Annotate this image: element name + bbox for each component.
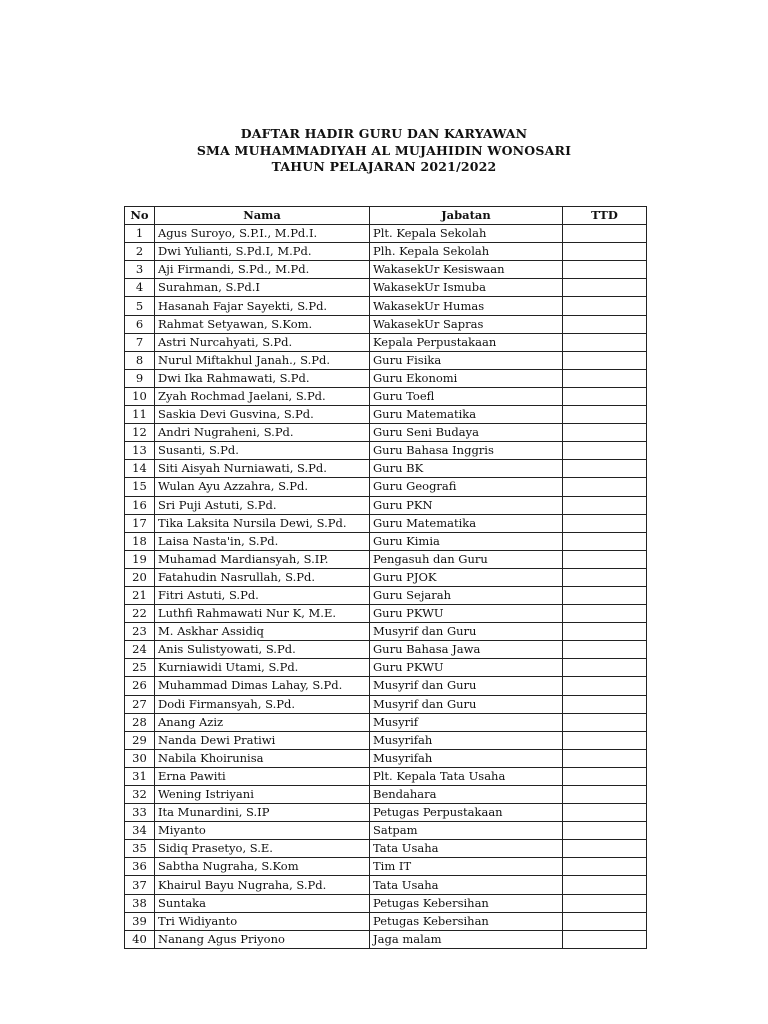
signature-cell[interactable] (563, 496, 647, 514)
signature-cell[interactable] (563, 406, 647, 424)
signature-cell[interactable] (563, 930, 647, 948)
row-position: Guru Seni Budaya (370, 424, 563, 442)
row-name: Kurniawidi Utami, S.Pd. (155, 659, 370, 677)
table-row (125, 369, 647, 387)
row-position: Kepala Perpustakaan (370, 333, 563, 351)
academic-year: TAHUN PELAJARAN 2021/2022 (271, 159, 497, 174)
signature-cell[interactable] (563, 550, 647, 568)
table-row (125, 731, 647, 749)
table-row (125, 243, 647, 261)
signature-cell[interactable] (563, 858, 647, 876)
row-position: Tim IT (370, 858, 563, 876)
row-name: Laisa Nasta'in, S.Pd. (155, 532, 370, 550)
row-position: WakasekUr Ismuba (370, 279, 563, 297)
table-row (125, 912, 647, 930)
row-number: 10 (125, 387, 155, 405)
row-position: Guru Kimia (370, 532, 563, 550)
signature-cell[interactable] (563, 695, 647, 713)
signature-cell[interactable] (563, 387, 647, 405)
table-row (125, 858, 647, 876)
table-row (125, 804, 647, 822)
row-number: 19 (125, 550, 155, 568)
row-number: 7 (125, 333, 155, 351)
row-name: Luthfi Rahmawati Nur K, M.E. (155, 605, 370, 623)
row-position: Musyrif (370, 713, 563, 731)
row-name: Anang Aziz (155, 713, 370, 731)
row-number: 36 (125, 858, 155, 876)
row-number: 34 (125, 822, 155, 840)
table-row (125, 351, 647, 369)
row-position: Musyrifah (370, 731, 563, 749)
row-position: Guru BK (370, 460, 563, 478)
row-name: Andri Nugraheni, S.Pd. (155, 424, 370, 442)
row-position: Musyrif dan Guru (370, 677, 563, 695)
row-name: Zyah Rochmad Jaelani, S.Pd. (155, 387, 370, 405)
table-row (125, 822, 647, 840)
row-position: Jaga malam (370, 930, 563, 948)
signature-cell[interactable] (563, 804, 647, 822)
table-body (125, 225, 647, 949)
table-row (125, 297, 647, 315)
signature-cell[interactable] (563, 532, 647, 550)
row-name: Suntaka (155, 894, 370, 912)
row-position: Petugas Perpustakaan (370, 804, 563, 822)
row-number: 32 (125, 786, 155, 804)
signature-cell[interactable] (563, 514, 647, 532)
row-number: 11 (125, 406, 155, 424)
signature-cell[interactable] (563, 641, 647, 659)
row-number: 14 (125, 460, 155, 478)
column-header-nama: Nama (155, 207, 370, 225)
row-number: 28 (125, 713, 155, 731)
signature-cell[interactable] (563, 225, 647, 243)
signature-cell[interactable] (563, 586, 647, 604)
signature-cell[interactable] (563, 912, 647, 930)
table-row (125, 279, 647, 297)
signature-cell[interactable] (563, 279, 647, 297)
signature-cell[interactable] (563, 605, 647, 623)
row-number: 6 (125, 315, 155, 333)
row-name: Dodi Firmansyah, S.Pd. (155, 695, 370, 713)
row-name: Tika Laksita Nursila Dewi, S.Pd. (155, 514, 370, 532)
table-row (125, 930, 647, 948)
row-number: 13 (125, 442, 155, 460)
row-position: Petugas Kebersihan (370, 912, 563, 930)
row-name: Siti Aisyah Nurniawati, S.Pd. (155, 460, 370, 478)
row-position: Guru Bahasa Inggris (370, 442, 563, 460)
row-position: Petugas Kebersihan (370, 894, 563, 912)
signature-cell[interactable] (563, 731, 647, 749)
row-position: Guru Matematika (370, 406, 563, 424)
row-name: Rahmat Setyawan, S.Kom. (155, 315, 370, 333)
signature-cell[interactable] (563, 460, 647, 478)
table-row (125, 387, 647, 405)
signature-cell[interactable] (563, 297, 647, 315)
row-number: 4 (125, 279, 155, 297)
row-name: Susanti, S.Pd. (155, 442, 370, 460)
row-name: Surahman, S.Pd.I (155, 279, 370, 297)
row-number: 22 (125, 605, 155, 623)
row-number: 40 (125, 930, 155, 948)
row-name: Muhamad Mardiansyah, S.IP. (155, 550, 370, 568)
signature-cell[interactable] (563, 568, 647, 586)
row-name: Nanang Agus Priyono (155, 930, 370, 948)
table-row (125, 659, 647, 677)
row-position: Satpam (370, 822, 563, 840)
table-row (125, 315, 647, 333)
row-name: Anis Sulistyowati, S.Pd. (155, 641, 370, 659)
signature-cell[interactable] (563, 713, 647, 731)
row-number: 1 (125, 225, 155, 243)
row-position: Plh. Kepala Sekolah (370, 243, 563, 261)
row-position: Plt. Kepala Tata Usaha (370, 767, 563, 785)
row-name: Nabila Khoirunisa (155, 749, 370, 767)
signature-cell[interactable] (563, 822, 647, 840)
row-name: Fitri Astuti, S.Pd. (155, 586, 370, 604)
signature-cell[interactable] (563, 894, 647, 912)
signature-cell[interactable] (563, 659, 647, 677)
table-row (125, 586, 647, 604)
row-number: 37 (125, 876, 155, 894)
row-position: WakasekUr Humas (370, 297, 563, 315)
row-position: Guru PJOK (370, 568, 563, 586)
signature-cell[interactable] (563, 243, 647, 261)
row-number: 31 (125, 767, 155, 785)
row-number: 9 (125, 369, 155, 387)
row-position: Guru Bahasa Jawa (370, 641, 563, 659)
row-number: 38 (125, 894, 155, 912)
row-position: Bendahara (370, 786, 563, 804)
row-number: 27 (125, 695, 155, 713)
table-row (125, 460, 647, 478)
table-row (125, 767, 647, 785)
signature-cell[interactable] (563, 333, 647, 351)
table-row (125, 424, 647, 442)
table-header-row (125, 207, 647, 225)
row-position: Guru Geografi (370, 478, 563, 496)
row-name: Tri Widiyanto (155, 912, 370, 930)
row-number: 26 (125, 677, 155, 695)
signature-cell[interactable] (563, 786, 647, 804)
row-number: 24 (125, 641, 155, 659)
row-number: 18 (125, 532, 155, 550)
table-row (125, 894, 647, 912)
row-number: 21 (125, 586, 155, 604)
row-position: Guru Ekonomi (370, 369, 563, 387)
attendance-table (124, 206, 647, 949)
row-number: 17 (125, 514, 155, 532)
signature-cell[interactable] (563, 369, 647, 387)
column-header-ttd: TTD (563, 207, 647, 225)
table-row (125, 496, 647, 514)
row-name: Aji Firmandi, S.Pd., M.Pd. (155, 261, 370, 279)
row-number: 35 (125, 840, 155, 858)
row-position: WakasekUr Kesiswaan (370, 261, 563, 279)
row-number: 20 (125, 568, 155, 586)
row-number: 33 (125, 804, 155, 822)
school-name: SMA MUHAMMADIYAH AL MUJAHIDIN WONOSARI (196, 142, 572, 158)
signature-cell[interactable] (563, 442, 647, 460)
row-number: 8 (125, 351, 155, 369)
row-name: Astri Nurcahyati, S.Pd. (155, 333, 370, 351)
table-row (125, 623, 647, 641)
row-position: Pengasuh dan Guru (370, 550, 563, 568)
signature-cell[interactable] (563, 261, 647, 279)
row-name: Dwi Ika Rahmawati, S.Pd. (155, 369, 370, 387)
row-name: Erna Pawiti (155, 767, 370, 785)
row-name: Muhammad Dimas Lahay, S.Pd. (155, 677, 370, 695)
row-position: Guru Matematika (370, 514, 563, 532)
document-title: DAFTAR HADIR GURU DAN KARYAWAN (240, 126, 528, 141)
column-header-jabatan: Jabatan (370, 207, 563, 225)
row-name: Miyanto (155, 822, 370, 840)
row-position: WakasekUr Sapras (370, 315, 563, 333)
table-row (125, 568, 647, 586)
signature-cell[interactable] (563, 478, 647, 496)
signature-cell[interactable] (563, 840, 647, 858)
row-position: Tata Usaha (370, 840, 563, 858)
signature-cell[interactable] (563, 876, 647, 894)
signature-cell[interactable] (563, 315, 647, 333)
row-name: Khairul Bayu Nugraha, S.Pd. (155, 876, 370, 894)
row-name: Wulan Ayu Azzahra, S.Pd. (155, 478, 370, 496)
row-position: Guru Sejarah (370, 586, 563, 604)
table-row (125, 840, 647, 858)
table-row (125, 550, 647, 568)
table-row (125, 514, 647, 532)
row-name: Sri Puji Astuti, S.Pd. (155, 496, 370, 514)
table-row (125, 876, 647, 894)
row-position: Musyrifah (370, 749, 563, 767)
table-row (125, 749, 647, 767)
row-name: Wening Istriyani (155, 786, 370, 804)
row-position: Musyrif dan Guru (370, 695, 563, 713)
row-name: Dwi Yulianti, S.Pd.I, M.Pd. (155, 243, 370, 261)
document-header (0, 126, 768, 176)
signature-cell[interactable] (563, 351, 647, 369)
row-name: Agus Suroyo, S.P.I., M.Pd.I. (155, 225, 370, 243)
row-number: 39 (125, 912, 155, 930)
table-row (125, 442, 647, 460)
row-name: Fatahudin Nasrullah, S.Pd. (155, 568, 370, 586)
table-row (125, 532, 647, 550)
row-position: Guru PKWU (370, 659, 563, 677)
row-name: Ita Munardini, S.IP (155, 804, 370, 822)
table-row (125, 478, 647, 496)
row-name: Nurul Miftakhul Janah., S.Pd. (155, 351, 370, 369)
row-name: Saskia Devi Gusvina, S.Pd. (155, 406, 370, 424)
row-name: Hasanah Fajar Sayekti, S.Pd. (155, 297, 370, 315)
row-name: Nanda Dewi Pratiwi (155, 731, 370, 749)
table-row (125, 713, 647, 731)
row-position: Musyrif dan Guru (370, 623, 563, 641)
row-position: Guru PKWU (370, 605, 563, 623)
row-number: 15 (125, 478, 155, 496)
table-row (125, 695, 647, 713)
table-row (125, 333, 647, 351)
row-name: M. Askhar Assidiq (155, 623, 370, 641)
row-name: Sabtha Nugraha, S.Kom (155, 858, 370, 876)
table-row (125, 225, 647, 243)
row-name: Sidiq Prasetyo, S.E. (155, 840, 370, 858)
table-row (125, 641, 647, 659)
row-number: 3 (125, 261, 155, 279)
table-row (125, 677, 647, 695)
signature-cell[interactable] (563, 623, 647, 641)
row-number: 5 (125, 297, 155, 315)
table-row (125, 786, 647, 804)
row-position: Guru Toefl (370, 387, 563, 405)
signature-cell[interactable] (563, 749, 647, 767)
row-number: 25 (125, 659, 155, 677)
row-number: 12 (125, 424, 155, 442)
row-position: Guru Fisika (370, 351, 563, 369)
row-number: 30 (125, 749, 155, 767)
column-header-no: No (125, 207, 155, 225)
signature-cell[interactable] (563, 767, 647, 785)
row-position: Tata Usaha (370, 876, 563, 894)
row-number: 29 (125, 731, 155, 749)
row-position: Guru PKN (370, 496, 563, 514)
row-number: 2 (125, 243, 155, 261)
signature-cell[interactable] (563, 677, 647, 695)
table-row (125, 605, 647, 623)
row-number: 16 (125, 496, 155, 514)
row-position: Plt. Kepala Sekolah (370, 225, 563, 243)
row-number: 23 (125, 623, 155, 641)
table-row (125, 406, 647, 424)
table-row (125, 261, 647, 279)
signature-cell[interactable] (563, 424, 647, 442)
